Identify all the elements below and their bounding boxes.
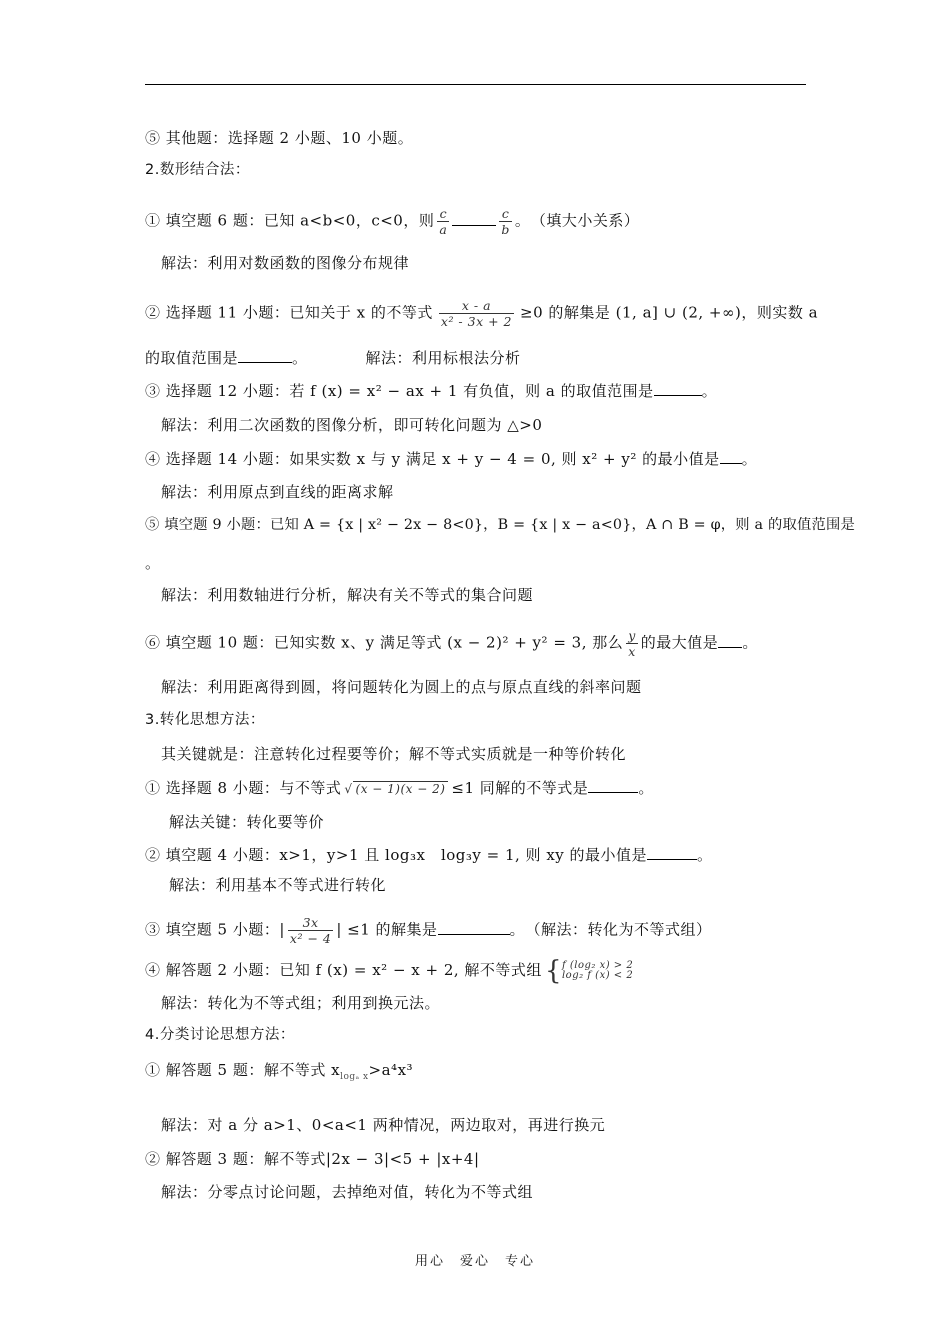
text-line: ③ 填空题 5 小题：| $\frac{3x}{\text{x² − 4}}$ | ≤1 的解集是 。 （解法：转化为不等式组） [145,915,712,946]
solution-line: 解法关键：转化要等价 [169,813,325,831]
page-footer: 用心 爱心 专心 [414,1254,535,1269]
text-line: ⑥ 填空题 10 题：已知实数 x、y 满足等式 (x − 2)² + y² = 3, 那么 $\frac{y}{x}$ 的最大值是 。 [145,628,758,659]
section-heading: 3.转化思想方法： [145,712,265,728]
text-line: ④ 选择题 14 小题：如果实数 x 与 y 满足 x + y − 4 = 0, 则 x² + y² 的最小值是 。 [145,450,758,468]
fraction: $\frac{x - a}{\text{x² - 3x + 2}}$ [440,298,512,329]
text-line: ① 填空题 6 题：已知 a<b<0，c<0，则 $\frac{c}{a}$ $\frac{c}{b}$ 。 （填大小关系） [145,206,640,237]
square-root: √ (x − 1)(x − 2) [344,779,448,799]
solution-line: 解法：利用基本不等式进行转化 [169,876,387,894]
text-line: ⑤ 其他题：选择题 2 小题、10 小题。 [145,129,414,147]
section-heading: 2.数形结合法： [145,162,250,178]
solution-line: 解法：转化为不等式组；利用到换元法。 [161,994,441,1012]
text-line: ① 选择题 8 小题：与不等式 √ (x − 1)(x − 2) ≤1 同解的不等式是 。 [145,779,654,797]
fraction: $\frac{y}{x}$ [628,628,636,659]
fraction: $\frac{c}{b}$ [501,206,510,237]
solution-line: 解法：对 a 分 a>1、0<a<1 两种情况，两边取对，再进行换元 [161,1116,606,1134]
text-line: ⑤ 填空题 9 小题：已知 A = {x | x² − 2x − 8<0}，B = {x | x − a<0}，A ∩ B = φ，则 a 的取值范围是 [145,517,855,533]
header-rule [145,84,806,85]
text-line: ② 解答题 3 题：解不等式|2x − 3|<5 + |x+4| [145,1150,480,1168]
inequality-system: { f (log₂ x) > 2 log₂ f (x) < 2 [544,956,634,986]
text-line: 其关键就是：注意转化过程要等价；解不等式实质就是一种等价转化 [161,745,627,763]
fraction: $\frac{c}{a}$ [439,206,448,237]
text-line: ④ 解答题 2 小题：已知 f (x) = x² − x + 2, 解不等式组 { f (log₂ x) > 2 log₂ f (x) < 2 [145,956,634,986]
answer-blank [654,381,702,396]
text-line: ③ 选择题 12 小题：若 f (x) = x² − ax + 1 有负值，则 a 的取值范围是 。 [145,382,718,400]
text-line: 。 [145,554,161,572]
answer-blank [588,778,638,793]
solution-line: 解法：利用原点到直线的距离求解 [161,483,394,501]
answer-blank [452,211,496,226]
answer-blank [720,449,742,464]
solution-line: 解法：利用对数函数的图像分布规律 [161,254,410,272]
answer-blank [647,845,697,860]
section-heading: 4.分类讨论思想方法： [145,1027,295,1043]
text-line: ② 选择题 11 小题：已知关于 x 的不等式 $\frac{x - a}{\text{x² - 3x + 2}}$ ≥0 的解集是 (1, a] ∪ (2, +∞)，则实数 a [145,298,819,329]
text-line: ① 解答题 5 题：解不等式 $x_{log_a x}>a^4x^3$ [145,1061,414,1082]
fraction: $\frac{3x}{\text{x² − 4}}$ [289,915,332,946]
solution-line: 解法：利用二次函数的图像分析，即可转化问题为 △>0 [161,416,543,434]
text-line: 的取值范围是 。 解法：利用标根法分析 [145,349,521,367]
text-line: ② 填空题 4 小题：x>1，y>1 且 log₃x log₃y = 1, 则 xy 的最小值是 。 [145,846,713,864]
answer-blank [238,348,292,363]
solution-line: 解法：利用数轴进行分析，解决有关不等式的集合问题 [161,586,534,604]
solution-line: 解法：利用距离得到圆，将问题转化为圆上的点与原点直线的斜率问题 [161,678,642,696]
answer-blank [718,633,742,648]
solution-line: 解法：分零点讨论问题，去掉绝对值，转化为不等式组 [161,1183,534,1201]
answer-blank [438,920,510,935]
